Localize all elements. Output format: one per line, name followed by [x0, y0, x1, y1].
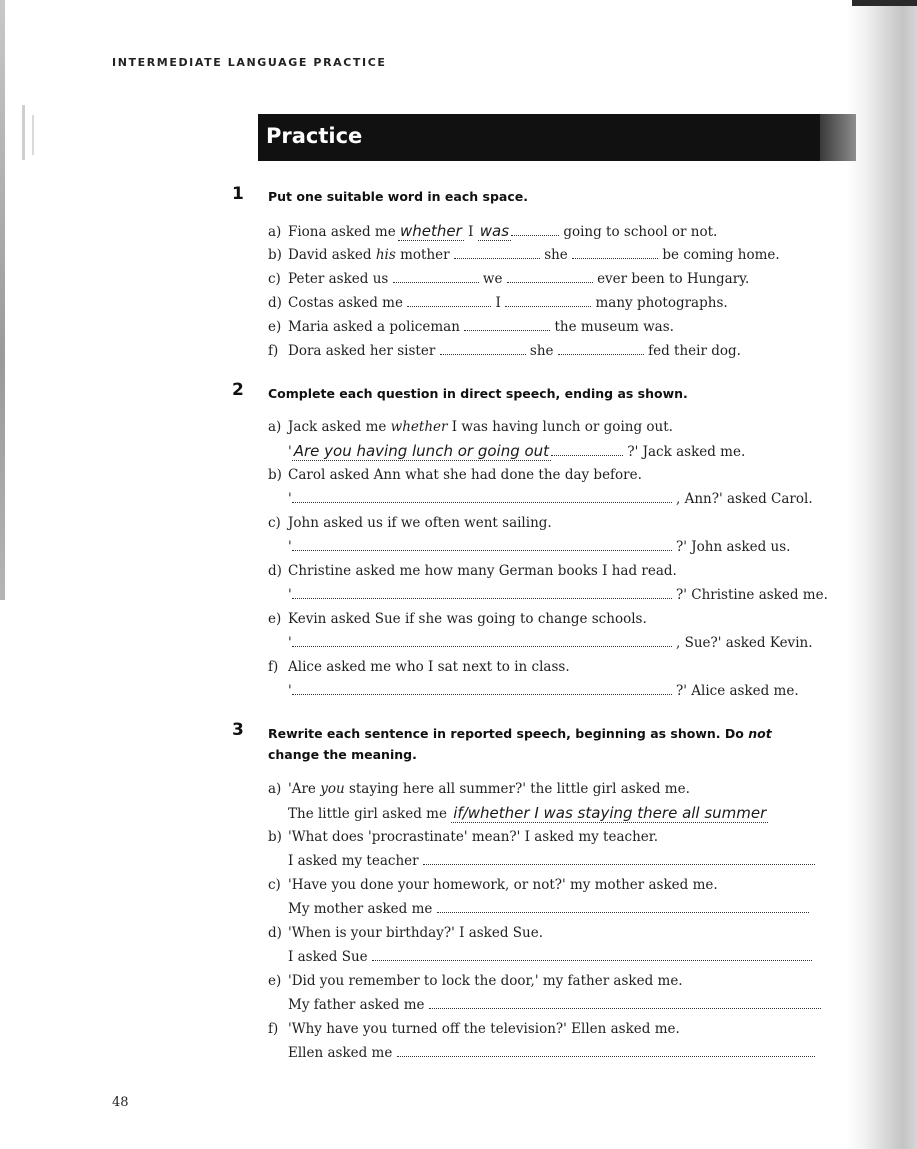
answer-line: ' , Ann?' asked Carol.: [288, 491, 813, 507]
answer-blank[interactable]: [454, 246, 540, 259]
answer-blank[interactable]: [572, 246, 658, 259]
answer-blank[interactable]: [292, 586, 672, 599]
exercise-item: c) 'Have you done your homework, or not?' my mother asked me.: [268, 877, 718, 893]
exercise-number: 1: [232, 184, 244, 204]
exercise-item: b) David asked his mother she be coming home.: [268, 247, 780, 263]
answer-blank[interactable]: [558, 342, 644, 355]
answer-line: ' ?' John asked us.: [288, 539, 791, 555]
exercise-item: d) 'When is your birthday?' I asked Sue.: [268, 925, 544, 941]
page-left-edge: [0, 0, 5, 600]
banner-title: Practice: [266, 124, 363, 148]
answer-line: ' ?' Alice asked me.: [288, 683, 799, 699]
exercise-item: c) Peter asked us we ever been to Hungary.: [268, 271, 750, 287]
written-answer: was: [479, 222, 510, 240]
page-binding-top-edge: [852, 0, 917, 6]
exercise-item: a) 'Are you staying here all summer?' the little girl asked me.: [268, 781, 690, 797]
answer-blank[interactable]: [292, 682, 672, 695]
answer-blank[interactable]: [292, 634, 672, 647]
answer-blank[interactable]: [397, 1044, 815, 1057]
exercise-item: a) Fiona asked me whether I was going to school or not.: [268, 222, 718, 240]
answer-blank[interactable]: [464, 318, 550, 331]
answer-line: ' ?' Christine asked me.: [288, 587, 828, 603]
answer-line: ' Are you having lunch or going out ?' Jack asked me.: [288, 442, 746, 460]
written-answer: if/whether I was staying there all summer: [453, 804, 767, 822]
answer-line: ' , Sue?' asked Kevin.: [288, 635, 813, 651]
exercise-item: f) Alice asked me who I sat next to in class.: [268, 659, 570, 675]
exercise-item: d) Christine asked me how many German books I had read.: [268, 563, 677, 579]
exercise-item: f) Dora asked her sister she fed their dog.: [268, 343, 741, 359]
answer-blank[interactable]: [372, 948, 812, 961]
answer-line: The little girl asked me if/whether I was staying there all summer: [288, 804, 767, 822]
exercise-item: e) Kevin asked Sue if she was going to change schools.: [268, 611, 647, 627]
answer-blank[interactable]: [507, 270, 593, 283]
exercise-item: e) Maria asked a policeman the museum was.: [268, 319, 674, 335]
scan-mark: [32, 115, 34, 155]
scan-mark: [22, 105, 25, 160]
answer-blank[interactable]: [423, 852, 815, 865]
answer-blank[interactable]: [429, 996, 821, 1009]
answer-line: My father asked me: [288, 996, 821, 1014]
answer-line: My mother asked me: [288, 900, 809, 918]
exercise-item: a) Jack asked me whether I was having lunch or going out.: [268, 419, 673, 435]
answer-blank[interactable]: [292, 538, 672, 551]
exercise-number: 3: [232, 720, 244, 740]
exercise-item: c) John asked us if we often went sailing.: [268, 515, 552, 531]
answer-blank[interactable]: [551, 443, 623, 456]
answer-blank[interactable]: [505, 294, 591, 307]
exercise-item: e) 'Did you remember to lock the door,' my father asked me.: [268, 973, 683, 989]
answer-blank[interactable]: [440, 342, 526, 355]
answer-line: I asked my teacher: [288, 852, 815, 870]
answer-blank[interactable]: [393, 270, 479, 283]
page-binding-shadow: [846, 0, 917, 1149]
written-answer: Are you having lunch or going out: [293, 442, 550, 460]
page-number: 48: [112, 1095, 129, 1110]
answer-line: I asked Sue: [288, 948, 812, 966]
answer-blank[interactable]: [407, 294, 491, 307]
exercise-instruction: Put one suitable word in each space.: [268, 189, 528, 204]
exercise-instruction: Rewrite each sentence in reported speech, beginning as shown. Do not change the meaning.: [268, 726, 772, 762]
exercise-item: b) 'What does 'procrastinate' mean?' I asked my teacher.: [268, 829, 659, 845]
exercise-instruction: Complete each question in direct speech, ending as shown.: [268, 386, 688, 401]
answer-blank[interactable]: [437, 900, 809, 913]
answer-line: Ellen asked me: [288, 1044, 815, 1062]
practice-banner-edge: [820, 114, 856, 161]
running-head: INTERMEDIATE LANGUAGE PRACTICE: [112, 56, 387, 69]
exercise-number: 2: [232, 380, 244, 400]
exercise-item: f) 'Why have you turned off the television?' Ellen asked me.: [268, 1021, 680, 1037]
written-answer: whether: [400, 222, 462, 240]
answer-blank[interactable]: [511, 223, 559, 236]
exercise-item: b) Carol asked Ann what she had done the day before.: [268, 467, 642, 483]
answer-blank[interactable]: [292, 490, 672, 503]
exercise-item: d) Costas asked me I many photographs.: [268, 295, 728, 311]
